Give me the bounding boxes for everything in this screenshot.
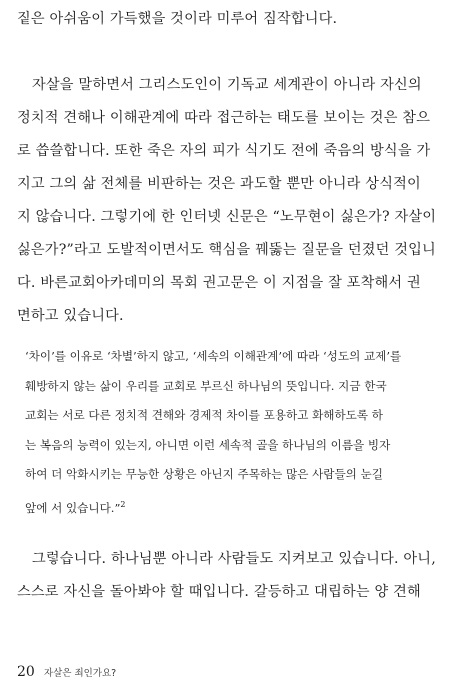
quote-line: 하여 더 악화시키는 무능한 상황은 아닌지 주목하는 많은 사람들의 눈길	[25, 467, 383, 482]
quote-line: 는 복음의 능력이 있는지, 아니면 이런 세속적 골을 하나님의 이름을 빙자	[25, 437, 391, 452]
text-line: 짙은 아쉬움이 가득했을 것이라 미루어 짐작합니다.	[17, 11, 338, 27]
text-line: 면하고 있습니다.	[17, 308, 124, 324]
paragraph-main	[17, 69, 455, 333]
block-quote	[25, 342, 455, 520]
quote-last-line-text: 앞에 서 있습니다.”	[25, 500, 121, 515]
text-line: 자살을 말하면서 그리스도인이 기독교 세계관이 아니라 자신의	[32, 77, 422, 93]
page-number: 20	[17, 664, 35, 680]
text-line: 싫은가?”라고 도발적이면서도 핵심을 꿰뚫는 질문을 던졌던 것입니	[17, 242, 436, 258]
text-line: 지 않습니다. 그렇기에 한 인터넷 신문은 “노무현이 싫은가? 자살이	[17, 209, 437, 225]
paragraph-continuation	[17, 3, 455, 36]
running-title: 자살은 죄인가요?	[43, 668, 117, 679]
text-line: 로 씁쓸합니다. 또한 죽은 자의 피가 식기도 전에 죽음의 방식을 가	[17, 143, 431, 159]
text-line: 스스로 자신을 돌아봐야 할 때입니다. 갈등하고 대립하는 양 견해	[17, 584, 421, 600]
quote-line	[25, 490, 455, 520]
text-line: 다. 바른교회아카데미의 목회 권고문은 이 지점을 잘 포착해서 권	[17, 275, 421, 291]
paragraph-closing	[17, 543, 455, 609]
text-line: 지고 그의 삶 전체를 비판하는 것은 과도할 뿐만 아니라 상식적이	[17, 176, 421, 192]
quote-line: ‘차이’를 이유로 ‘차별’하지 않고, ‘세속의 이해관계’에 따라 ‘성도의 교제’를	[25, 349, 402, 363]
text-line: 정치적 견해나 이해관계에 따라 접근하는 태도를 보이는 것은 참으	[17, 110, 431, 126]
footnote-reference[interactable]: 2	[120, 499, 126, 509]
quote-line: 교회는 서로 다른 정치적 견해와 경제적 차이를 포용하고 화해하도록 하	[25, 408, 383, 423]
page-footer	[17, 661, 116, 680]
text-line: 그렇습니다. 하나님뿐 아니라 사람들도 지켜보고 있습니다. 아니,	[32, 551, 436, 567]
quote-line: 훼방하지 않는 삶이 우리를 교회로 부르신 하나님의 뜻입니다. 지금 한국	[25, 378, 387, 393]
